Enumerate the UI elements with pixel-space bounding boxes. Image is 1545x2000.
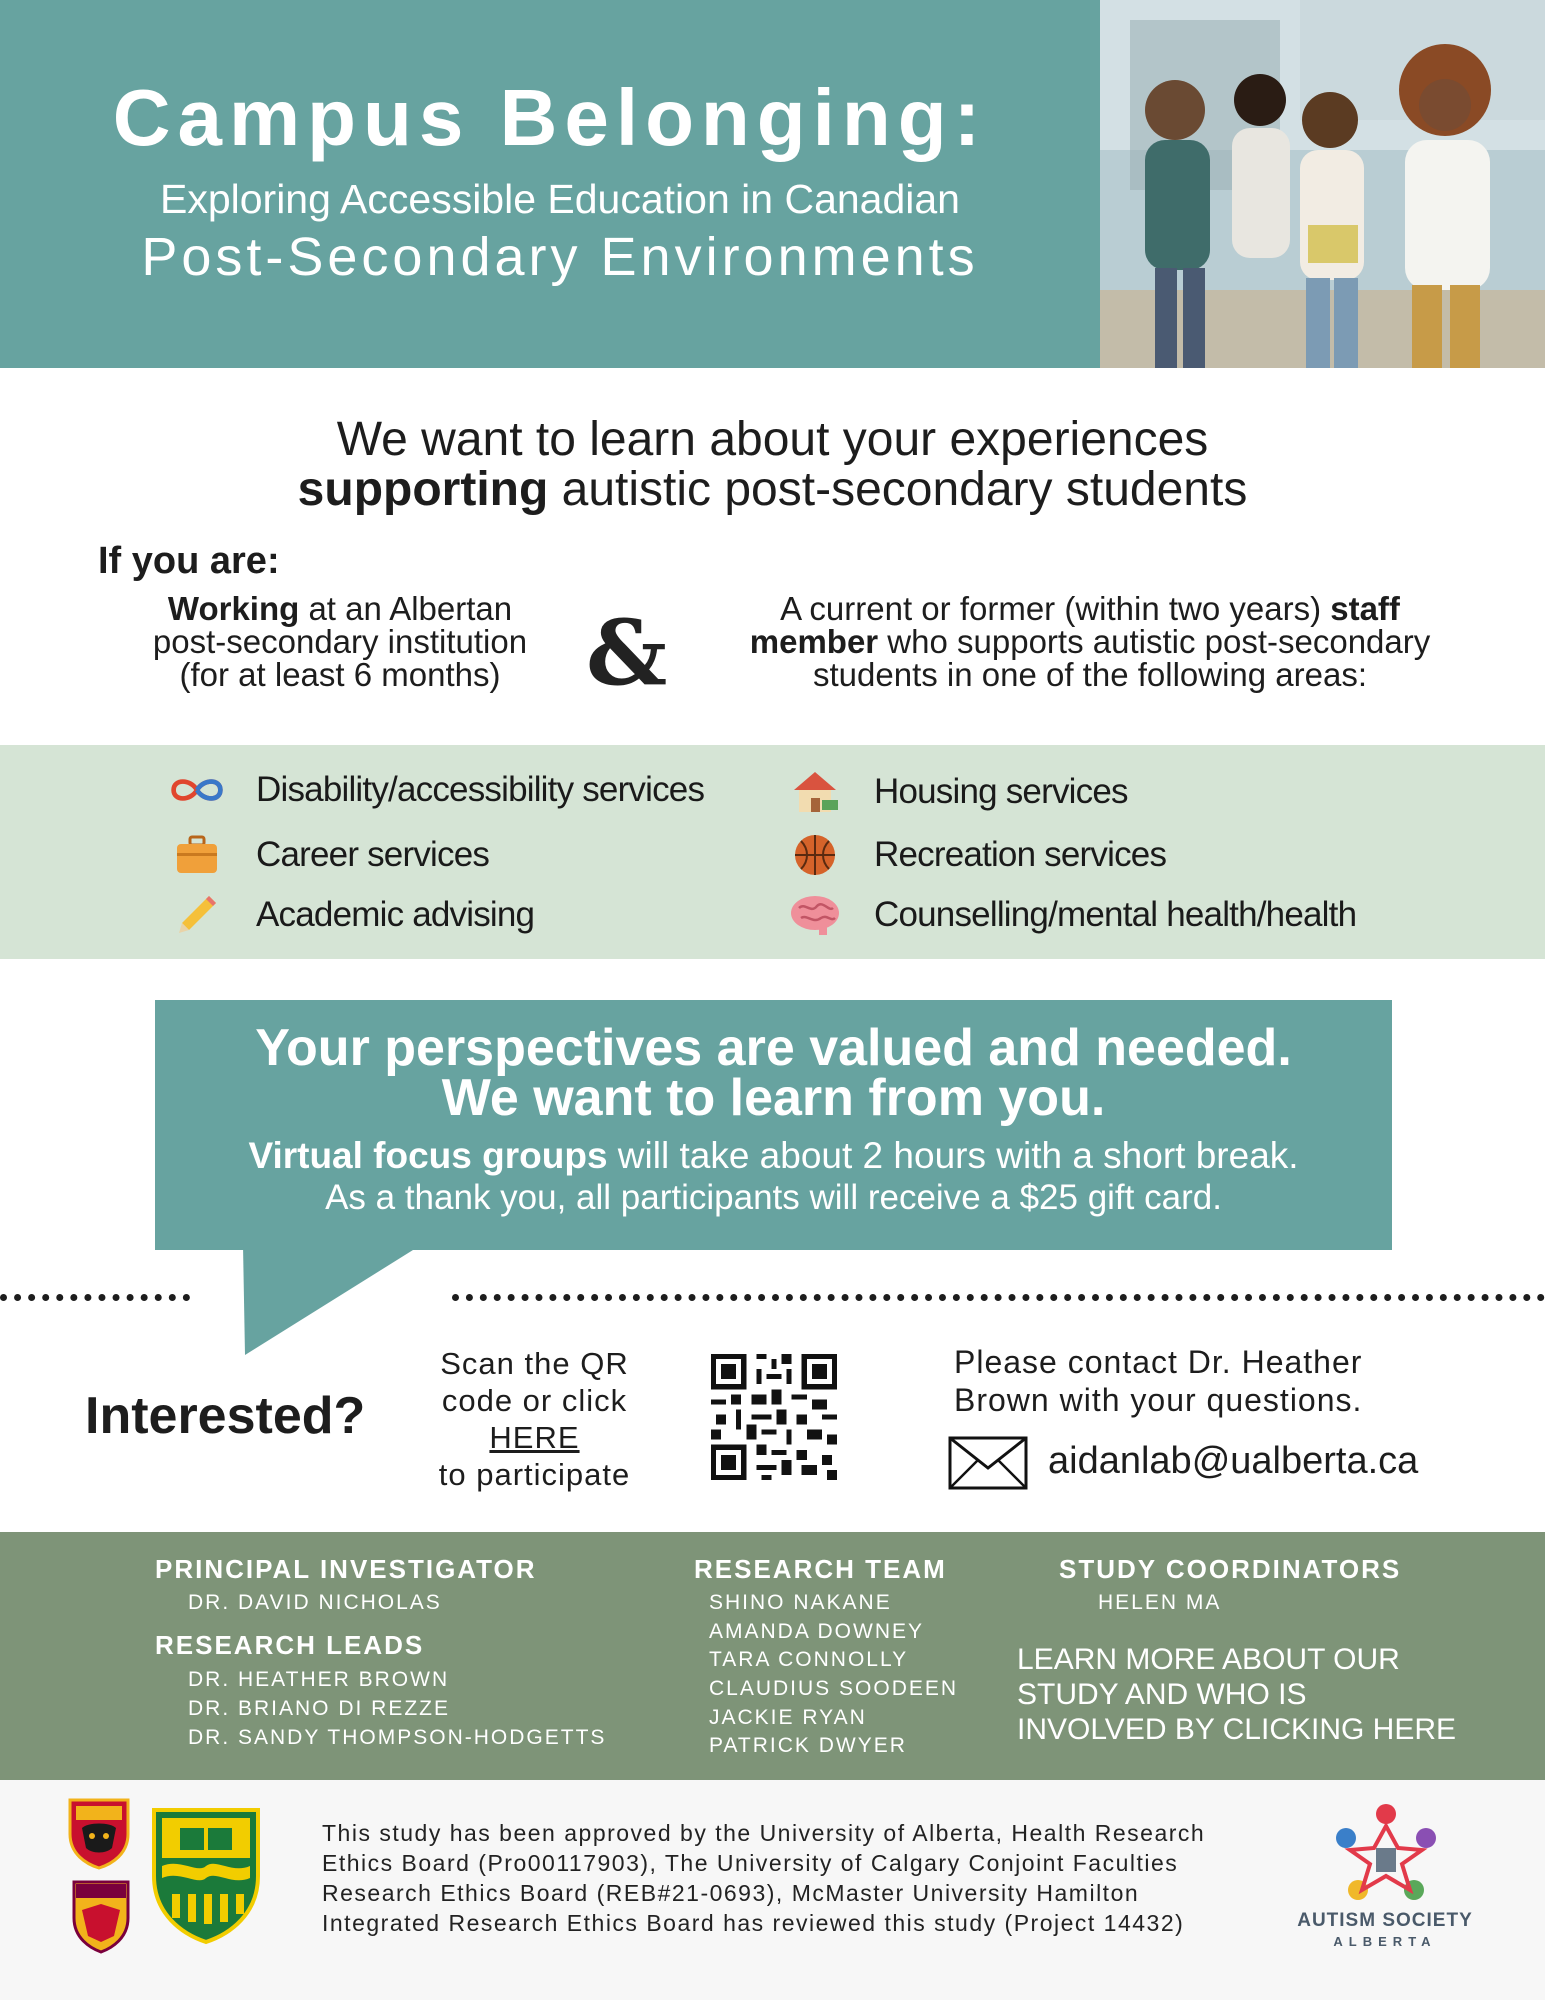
contact-text <box>954 1343 1434 1419</box>
bubble-headline1: Your perspectives are valued and needed. <box>255 1019 1292 1077</box>
subtitle-line2: Post-Secondary Environments <box>141 227 979 287</box>
intro-line2 <box>0 462 1545 517</box>
area-career: Career services <box>168 830 489 880</box>
criterion-staff-line2: who supports autistic post-secondary <box>878 623 1431 660</box>
students-illustration <box>1100 0 1545 368</box>
team-member: AMANDA DOWNEY <box>709 1620 925 1643</box>
mcmaster-university-crest-logo <box>72 1880 130 1954</box>
criterion-working-line2: post-secondary institution <box>152 623 528 660</box>
scan-line4: to participate <box>438 1457 631 1492</box>
briefcase-icon <box>168 833 226 877</box>
learn-more-link[interactable] <box>1017 1642 1477 1747</box>
university-of-calgary-crest-logo <box>68 1798 130 1870</box>
contact-line1: Please contact Dr. Heather <box>954 1344 1363 1380</box>
infinity-icon <box>168 768 226 812</box>
intro-bold-word: supporting <box>297 463 549 516</box>
pi-name: DR. DAVID NICHOLAS <box>188 1591 442 1614</box>
ethics-statement <box>322 1818 1302 1938</box>
lead-name: DR. SANDY THOMPSON-HODGETTS <box>188 1726 607 1749</box>
intro-line2-rest: autistic post-secondary students <box>548 463 1248 516</box>
coordinator-name: HELEN MA <box>1098 1591 1222 1614</box>
team-member: CLAUDIUS SOODEEN <box>709 1677 959 1700</box>
bubble-focus-groups <box>155 1135 1392 1177</box>
team-member: SHINO NAKANE <box>709 1591 892 1614</box>
leads-heading: RESEARCH LEADS <box>155 1630 425 1660</box>
area-disability: Disability/accessibility services <box>168 765 704 815</box>
lead-name: DR. HEATHER BROWN <box>188 1668 450 1691</box>
criterion-staff-start: A current or former (within two years) <box>780 590 1331 627</box>
house-icon <box>786 770 844 814</box>
dotted-divider-right <box>452 1294 1545 1301</box>
basketball-icon <box>786 833 844 877</box>
criterion-working-line3: (for at least 6 months) <box>179 656 501 693</box>
scan-instructions <box>422 1345 647 1493</box>
area-recreation: Recreation services <box>786 830 1166 880</box>
team-member: PATRICK DWYER <box>709 1734 907 1757</box>
ethics-line1: This study has been approved by the University of Alberta, Health Research <box>322 1820 1206 1846</box>
intro-line1: We want to learn about your experiences <box>336 413 1209 466</box>
research-team-heading: RESEARCH TEAM <box>694 1554 947 1584</box>
pencil-icon <box>168 893 226 937</box>
participate-link[interactable]: HERE <box>489 1420 580 1455</box>
criterion-working <box>110 592 570 691</box>
ethics-line4: Integrated Research Ethics Board has reviewed this study (Project 14432) <box>322 1910 1185 1936</box>
students-photo <box>1100 0 1545 368</box>
area-housing: Housing services <box>786 767 1128 817</box>
interested-heading: Interested? <box>85 1387 366 1445</box>
envelope-icon <box>948 1436 1028 1490</box>
ethics-line2: Ethics Board (Pro00117903), The University of Calgary Conjoint Faculties <box>322 1850 1179 1876</box>
criterion-member-bold: member <box>749 623 879 660</box>
lead-name: DR. BRIANO DI REZZE <box>188 1697 451 1720</box>
bubble-gift-card: As a thank you, all participants will receive a $25 gift card. <box>325 1178 1222 1217</box>
criterion-working-bold: Working <box>167 590 300 627</box>
brain-icon <box>786 893 844 937</box>
criterion-staff-bold: staff <box>1330 590 1400 627</box>
autism-society-region: ALBERTA <box>1333 1934 1437 1949</box>
team-member: JACKIE RYAN <box>709 1706 867 1729</box>
learn-more-line2: STUDY AND WHO IS <box>1017 1678 1307 1711</box>
criterion-working-rest: at an Albertan <box>299 590 513 627</box>
learn-more-line3: INVOLVED BY CLICKING HERE <box>1017 1713 1457 1746</box>
area-counselling: Counselling/mental health/health <box>786 890 1356 940</box>
autism-society-name: AUTISM SOCIETY <box>1297 1910 1473 1931</box>
criterion-staff <box>690 592 1490 691</box>
university-of-alberta-shield-logo <box>150 1806 262 1946</box>
pi-heading: PRINCIPAL INVESTIGATOR <box>155 1554 537 1584</box>
criterion-staff-line3: students in one of the following areas: <box>812 656 1368 693</box>
bubble-headline2: We want to learn from you. <box>441 1069 1106 1127</box>
scan-line1: Scan the QR <box>440 1346 629 1381</box>
if-you-are-heading: If you are: <box>98 540 280 582</box>
bubble-focus-rest: will take about 2 hours with a short break. <box>607 1135 1299 1176</box>
scan-line2: code or click <box>441 1383 628 1418</box>
ethics-line3: Research Ethics Board (REB#21-0693), McMaster University Hamilton <box>322 1880 1140 1906</box>
coordinators-heading: STUDY COORDINATORS <box>1059 1554 1402 1584</box>
subtitle-line1: Exploring Accessible Education in Canadian <box>159 176 960 222</box>
page-title: Campus Belonging: <box>112 73 988 162</box>
area-academic: Academic advising <box>168 890 534 940</box>
email-link[interactable]: aidanlab@ualberta.ca <box>1048 1440 1419 1482</box>
dotted-divider-left <box>0 1294 190 1301</box>
speech-bubble-tail <box>243 1245 423 1357</box>
learn-more-line1: LEARN MORE ABOUT OUR <box>1017 1643 1400 1676</box>
qr-code[interactable] <box>710 1354 838 1480</box>
autism-society-alberta-star-logo <box>1330 1798 1442 1906</box>
contact-line2: Brown with your questions. <box>954 1382 1363 1418</box>
bubble-focus-bold: Virtual focus groups <box>248 1135 608 1176</box>
team-member: TARA CONNOLLY <box>709 1648 909 1671</box>
ampersand: & <box>586 600 668 706</box>
